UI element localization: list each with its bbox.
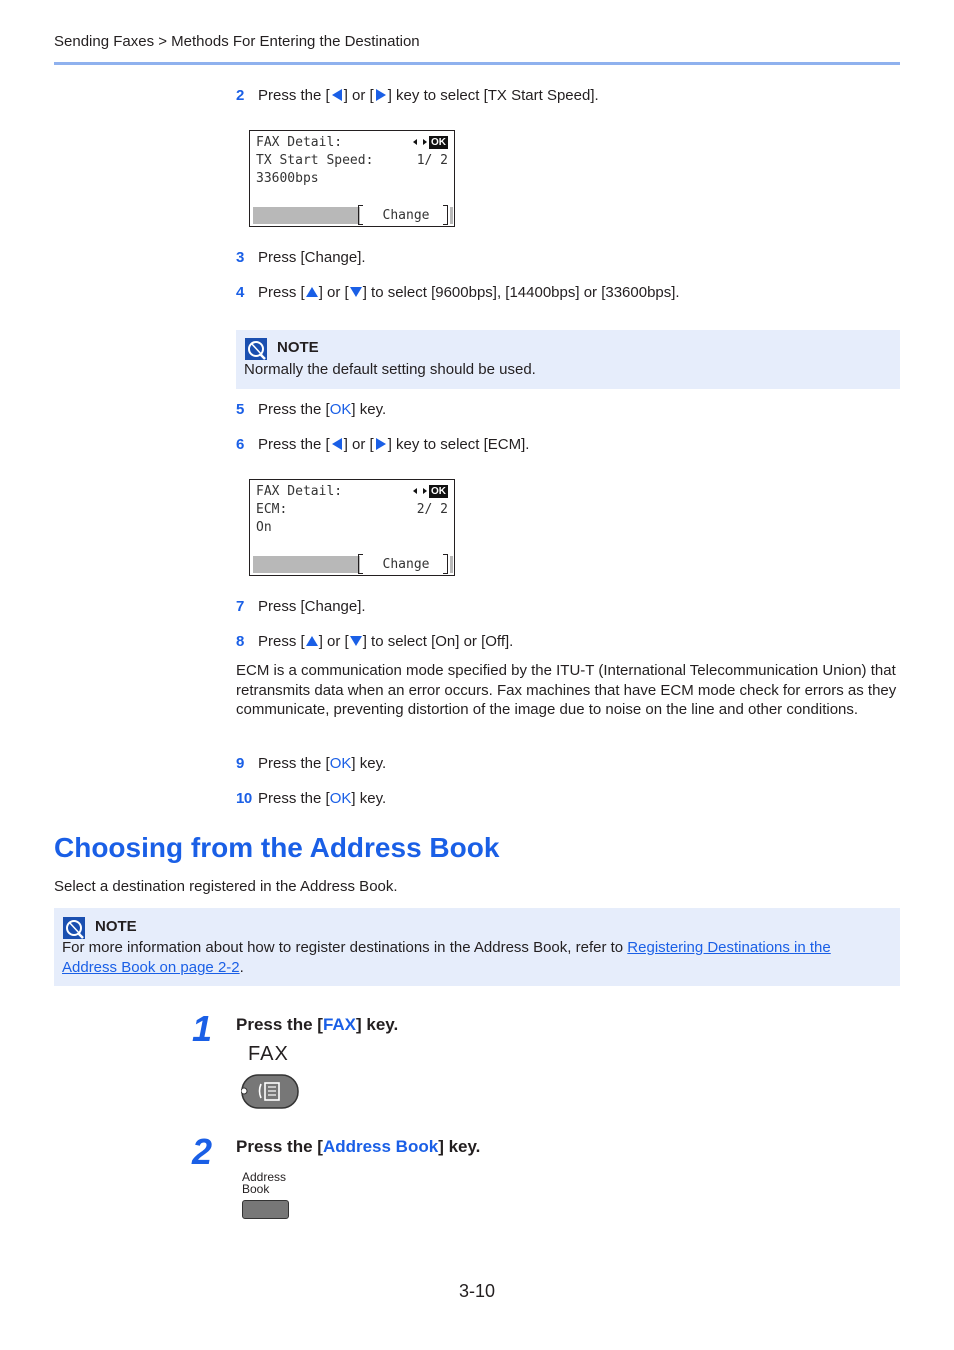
down-arrow-key-icon xyxy=(349,285,363,299)
step-number: 2 xyxy=(236,87,245,104)
page-number: 3-10 xyxy=(459,1281,496,1301)
fax-key-label: FAX xyxy=(322,1015,356,1034)
note-box-default-setting xyxy=(236,330,900,389)
step-8: 8 Press [ ] or [ ] to select [On] or [Off]. xyxy=(236,633,514,650)
link-registering-destinations[interactable]: Registering Destinations in the xyxy=(627,939,831,956)
lcd-nav-indicator xyxy=(413,135,448,149)
left-right-arrows-icon xyxy=(413,484,427,499)
lcd-title: FAX Detail: xyxy=(256,484,343,499)
ok-badge: OK xyxy=(431,136,446,148)
up-arrow-key-icon xyxy=(305,285,319,299)
fax-icon xyxy=(241,1074,299,1110)
step-3: 3 Press [Change]. xyxy=(236,249,366,266)
big-step-number: 2 xyxy=(192,1131,213,1172)
lcd-softkey-end xyxy=(450,556,453,573)
right-arrow-key-icon xyxy=(374,437,388,451)
lcd-value: 33600bps xyxy=(256,171,319,186)
down-arrow-key-icon xyxy=(349,634,363,648)
step-9: 9 Press the [OK] key. xyxy=(236,755,387,772)
lcd-softkey-bar xyxy=(253,556,360,573)
lcd-page-indicator: 2/ 2 xyxy=(416,502,448,517)
lcd-value: On xyxy=(256,520,272,535)
big-step-number: 1 xyxy=(192,1008,213,1049)
note-title: NOTE xyxy=(277,339,319,356)
address-book-key-caption: Address Book xyxy=(242,1170,287,1196)
link-registering-destinations-page[interactable]: Address Book on page 2-2 xyxy=(62,959,240,976)
lcd-nav-indicator xyxy=(413,484,448,498)
lcd-label: ECM: xyxy=(256,502,288,517)
note-title: NOTE xyxy=(95,918,137,935)
note-box-address-book xyxy=(54,908,900,986)
lcd-page-indicator: 1/ 2 xyxy=(416,153,448,168)
note-text: Normally the default setting should be used. xyxy=(244,361,536,378)
lcd-screen-tx-start-speed xyxy=(249,130,455,227)
lcd-softkey-change: Change xyxy=(382,557,430,572)
step-7: 7 Press [Change]. xyxy=(236,598,366,615)
ok-badge: OK xyxy=(431,485,446,497)
step-5: 5 Press the [OK] key. xyxy=(236,401,387,418)
step-2: 2 Press the [ ] or [ ] key to select [TX Start Speed]. xyxy=(236,87,599,104)
fax-key-button[interactable] xyxy=(241,1074,299,1114)
step-6: 6 Press the [ ] or [ ] key to select [ECM]. xyxy=(236,436,530,453)
address-book-key-button[interactable] xyxy=(242,1200,289,1219)
softkey-bracket-right xyxy=(443,205,448,225)
note-icon xyxy=(245,338,267,360)
up-arrow-key-icon xyxy=(305,634,319,648)
big-step-1-text: Press the [FAX] key. xyxy=(236,1015,399,1034)
fax-key-caption: FAX xyxy=(248,1043,289,1065)
step-10: 10 Press the [OK] key. xyxy=(236,790,387,807)
softkey-bracket-right xyxy=(443,554,448,574)
left-right-arrows-icon xyxy=(413,135,427,150)
lcd-softkey-end xyxy=(450,207,453,224)
section-title: Choosing from the Address Book xyxy=(54,832,500,863)
ok-key-label: OK xyxy=(329,401,352,418)
step-4: 4 Press [ ] or [ ] to select [9600bps], [14400bps] or [33600bps]. xyxy=(236,284,680,301)
note-text: For more information about how to register destinations in the Address Book, refer to Registering Destinations in the Address Book on page 2-2. xyxy=(62,939,831,976)
section-intro: Select a destination registered in the Address Book. xyxy=(54,878,398,895)
right-arrow-key-icon xyxy=(374,88,388,102)
lcd-label: TX Start Speed: xyxy=(256,153,374,168)
address-book-key-label: Address Book xyxy=(322,1137,439,1156)
ok-key-label: OK xyxy=(329,790,352,807)
breadcrumb: Sending Faxes > Methods For Entering the Destination xyxy=(54,33,420,50)
ok-key-label: OK xyxy=(329,755,352,772)
note-icon xyxy=(63,917,85,939)
lcd-softkey-change: Change xyxy=(382,208,430,223)
left-arrow-key-icon xyxy=(330,88,344,102)
header-rule xyxy=(54,62,900,65)
lcd-screen-ecm xyxy=(249,479,455,576)
big-step-2-text: Press the [Address Book] key. xyxy=(236,1137,481,1156)
lcd-softkey-bar xyxy=(253,207,360,224)
lcd-title: FAX Detail: xyxy=(256,135,343,150)
left-arrow-key-icon xyxy=(330,437,344,451)
ecm-description: ECM is a communication mode specified by the ITU-T (International Telecommunication Union) that retransmits data when an error occurs. Fax machines that have ECM mode check for errors as they communicate, preventing distortion of the image due to noise on the line and other conditions. xyxy=(236,662,897,718)
